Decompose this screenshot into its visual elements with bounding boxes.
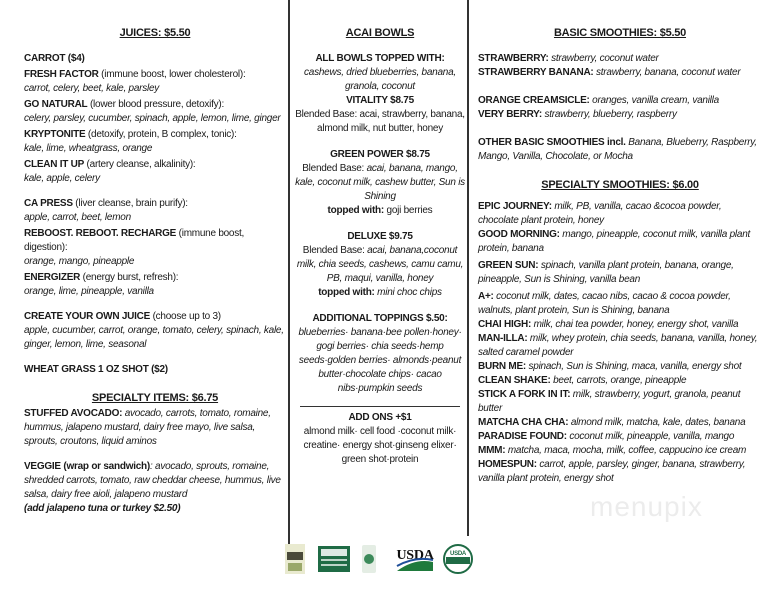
item-ingredients: matcha, maca, mocha, milk, coffee, cappucino ice cream <box>505 445 747 456</box>
item-ingredients: almond milk, matcha, kale, dates, banana <box>568 417 746 428</box>
item-ingredients: : avocado, sprouts, romaine, shredded carrots, tomato, raw cheddar cheese, hummus, live salsa, dairy free aioli, jalapeno mustard <box>24 461 281 500</box>
basic-smoothies-list <box>478 52 762 164</box>
item-name: GREEN SUN: <box>478 260 539 271</box>
menu-item <box>478 360 762 374</box>
item-name: OTHER BASIC SMOOTHIES incl. <box>478 137 626 148</box>
menu-item <box>478 290 762 318</box>
item-ingredients: oranges, vanilla cream, vanilla <box>589 95 719 106</box>
topped-label: topped with: <box>327 205 387 216</box>
menu-item <box>478 430 762 444</box>
item-ingredients: strawberry, coconut water <box>548 53 659 64</box>
bowl-name: GREEN POWER $8.75 <box>330 149 430 160</box>
item-ingredients: carrot, celery, beet, kale, parsley <box>24 83 160 94</box>
smoothie-group <box>478 94 762 122</box>
menu-item <box>478 136 762 164</box>
item-name: FRESH FACTOR <box>24 69 99 80</box>
item-ingredients: celery, parsley, cucumber, spinach, apple, lemon, lime, ginger <box>24 113 281 124</box>
item-name: EPIC JOURNEY: <box>478 201 552 212</box>
smoothie-group <box>478 52 762 80</box>
item-ingredients: apple, carrot, beet, lemon <box>24 212 131 223</box>
divider <box>300 406 460 407</box>
item-name: MATCHA CHA CHA: <box>478 417 569 428</box>
certified-logo <box>362 545 376 573</box>
usda-inspected-logo <box>318 546 350 572</box>
base-label: Blended Base: <box>302 163 367 174</box>
item-note: (detoxify, protein, B complex, tonic): <box>85 129 237 140</box>
item-name: CREATE YOUR OWN JUICE <box>24 311 151 322</box>
specialty-smoothies-title: SPECIALTY SMOOTHIES: $6.00 <box>541 179 699 191</box>
juice-list <box>24 52 286 377</box>
item-name: ORANGE CREAMSICLE: <box>478 95 590 106</box>
item-name: MAN-ILLA: <box>478 333 528 344</box>
item-ingredients: milk, whey protein, chia seeds, banana, vanilla, honey, salted caramel powder <box>478 333 758 358</box>
topped-ingredients: goji berries <box>386 205 433 216</box>
bowl-name: VITALITY $8.75 <box>346 95 414 106</box>
juices-column <box>24 0 286 527</box>
item-note: (choose up to 3) <box>150 311 221 322</box>
juice-group <box>24 363 286 377</box>
menu-item <box>24 128 286 156</box>
item-ingredients: spinach, Sun is Shining, maca, vanilla, energy shot <box>526 361 742 372</box>
menu-item <box>478 200 762 228</box>
menu-item <box>24 197 286 225</box>
menu-item <box>478 374 762 388</box>
menu-item <box>24 98 286 126</box>
item-name: CA PRESS <box>24 198 73 209</box>
menu-item <box>478 66 762 80</box>
addons-label: ADD ONS +$1 <box>348 412 412 423</box>
basic-smoothies-title: BASIC SMOOTHIES: $5.50 <box>553 27 687 39</box>
menu-item <box>24 271 286 299</box>
menu-item <box>478 259 762 287</box>
svg-text:USDA: USDA <box>396 548 434 563</box>
menu-item <box>478 458 762 486</box>
menu-item <box>24 68 286 96</box>
menu-item <box>24 310 286 352</box>
additional-toppings-label: ADDITIONAL TOPPINGS $.50: <box>312 313 448 324</box>
menu-item <box>478 416 762 430</box>
menu-item <box>24 52 286 66</box>
item-name: VEGGIE (wrap or sandwich) <box>24 461 150 472</box>
all-bowls-toppings: cashews, dried blueberries, banana, granola, coconut <box>304 67 456 92</box>
base-ingredients: acai, strawberry, banana, almond milk, nut butter, honey <box>317 109 465 134</box>
item-ingredients: orange, lime, pineapple, vanilla <box>24 286 154 297</box>
bowl-green-power <box>294 148 466 218</box>
acai-column <box>294 0 466 467</box>
bowl-deluxe <box>294 230 466 300</box>
item-ingredients: kale, apple, celery <box>24 173 100 184</box>
item-ingredients: carrot, apple, parsley, ginger, banana, strawberry, vanilla plant protein, energy shot <box>478 459 746 484</box>
item-name: BURN ME: <box>478 361 526 372</box>
acai-title: ACAI BOWLS <box>345 27 415 39</box>
item-name: CLEAN IT UP <box>24 159 85 170</box>
item-ingredients: orange, mango, pineapple <box>24 256 135 267</box>
item-ingredients: coconut milk, pineapple, vanilla, mango <box>566 431 735 442</box>
bowl-name: DELUXE $9.75 <box>347 231 413 242</box>
item-name: PARADISE FOUND: <box>478 431 567 442</box>
menu-item <box>478 388 762 416</box>
item-ingredients: coconut milk, dates, cacao nibs, cacao & cocoa powder, walnuts, plant protein, Sun is Shining, banana <box>478 291 731 316</box>
column-divider <box>288 0 290 545</box>
menu-item <box>478 228 762 256</box>
juice-group <box>24 310 286 352</box>
item-ingredients: Banana, Blueberry, Raspberry, Mango, Vanilla, Chocolate, or Mocha <box>478 137 757 162</box>
item-ingredients: milk, PB, vanilla, cacao &cocoa powder, chocolate plant protein, honey <box>478 201 722 226</box>
item-name: HOMESPUN: <box>478 459 537 470</box>
item-note: (immune boost, lower cholesterol): <box>98 69 246 80</box>
item-name: STUFFED AVOCADO: <box>24 408 123 419</box>
item-name: GO NATURAL <box>24 99 88 110</box>
item-name: MMM: <box>478 445 506 456</box>
item-ingredients: mango, pineapple, coconut milk, vanilla plant protein, banana <box>478 229 751 254</box>
base-ingredients: acai, banana,coconut milk, chia seeds, cashews, camu camu, PB, maqui, vanilla, honey <box>296 245 464 284</box>
item-ingredients: kale, lime, wheatgrass, orange <box>24 143 153 154</box>
specialty-items-list <box>24 407 286 516</box>
menu-item <box>478 108 762 122</box>
base-ingredients: acai, banana, mango, kale, coconut milk, cashew butter, Sun is Shining <box>295 163 465 202</box>
menu-item <box>24 460 286 516</box>
watermark: menupix <box>590 491 703 522</box>
item-name: ENERGIZER <box>24 272 81 283</box>
specialty-smoothies-list <box>478 200 762 486</box>
item-note: (artery cleanse, alkalinity): <box>84 159 196 170</box>
addons: almond milk· cell food ·coconut milk· creatine· energy shot·ginseng elixer· green shot·protein <box>303 426 457 465</box>
topped-label: topped with: <box>318 287 378 298</box>
item-ingredients: strawberry, banana, coconut water <box>593 67 741 78</box>
item-name: GOOD MORNING: <box>478 229 560 240</box>
item-note: (lower blood pressure, detoxify): <box>87 99 224 110</box>
column-divider <box>467 0 469 536</box>
juice-group <box>24 52 286 186</box>
item-name: WHEAT GRASS 1 OZ SHOT ($2) <box>24 364 168 375</box>
menu-item <box>478 94 762 108</box>
earls-organic-logo <box>285 544 305 574</box>
bowl-vitality <box>294 94 466 136</box>
item-name: A+: <box>478 291 494 302</box>
item-note: (liver cleanse, brain purify): <box>72 198 188 209</box>
menu-item <box>478 52 762 66</box>
item-note: (energy burst, refresh): <box>80 272 179 283</box>
specialty-items-title: SPECIALTY ITEMS: $6.75 <box>91 392 219 404</box>
smoothie-group <box>478 136 762 164</box>
item-ingredients: avocado, carrots, tomato, romaine, hummus, jalapeno mustard, dairy free mayo, live salsa, sprouts, croutons, liquid aminos <box>24 408 271 447</box>
item-ingredients: spinach, vanilla plant protein, banana, orange, pineapple, Sun is Shining, vanilla bean <box>478 260 734 285</box>
menu-item <box>24 363 286 377</box>
all-bowls-label: ALL BOWLS TOPPED WITH: <box>315 53 445 64</box>
juice-group <box>24 197 286 299</box>
smoothies-column <box>478 0 762 486</box>
item-name: CLEAN SHAKE: <box>478 375 551 386</box>
additional-toppings: blueberries· banana·bee pollen·honey· gogi berries· chia seeds·hemp seeds·golden berries· almonds·peanut butter·chocolate chips· cacao nibs·pumpkin seeds <box>298 327 462 394</box>
menu-item <box>24 158 286 186</box>
base-label: Blended Base: <box>302 245 368 256</box>
item-ingredients: beet, carrots, orange, pineapple <box>550 375 687 386</box>
item-name: KRYPTONITE <box>24 129 86 140</box>
item-addon: (add jalapeno tuna or turkey $2.50) <box>24 503 181 514</box>
item-name: STICK A FORK IN IT: <box>478 389 571 400</box>
svg-text:USDA: USDA <box>449 551 467 557</box>
item-ingredients: strawberry, blueberry, raspberry <box>541 109 677 120</box>
base-label: Blended Base: <box>295 109 360 120</box>
menu-item <box>24 227 286 269</box>
juices-title: JUICES: $5.50 <box>119 27 191 39</box>
item-name: STRAWBERRY: <box>478 53 549 64</box>
menu-item <box>478 318 762 332</box>
usda-organic-seal <box>443 544 473 574</box>
certification-logos <box>283 540 473 578</box>
item-name: CARROT ($4) <box>24 53 85 64</box>
usda-logo <box>395 546 435 572</box>
item-name: REBOOST. REBOOT. RECHARGE <box>24 228 177 239</box>
item-name: STRAWBERRY BANANA: <box>478 67 594 78</box>
menu-item <box>478 444 762 458</box>
menu-item <box>24 407 286 449</box>
item-ingredients: apple, cucumber, carrot, orange, tomato, celery, spinach, kale, ginger, lemon, lime, seasonal <box>24 325 284 350</box>
item-name: VERY BERRY: <box>478 109 542 120</box>
item-ingredients: milk, chai tea powder, honey, energy shot, vanilla <box>531 319 739 330</box>
topped-ingredients: mini choc chips <box>377 287 442 298</box>
item-note: (immune boost, digestion): <box>24 228 245 253</box>
item-name: CHAI HIGH: <box>478 319 532 330</box>
item-ingredients: milk, strawberry, yogurt, granola, peanut butter <box>478 389 741 414</box>
menu-item <box>478 332 762 360</box>
